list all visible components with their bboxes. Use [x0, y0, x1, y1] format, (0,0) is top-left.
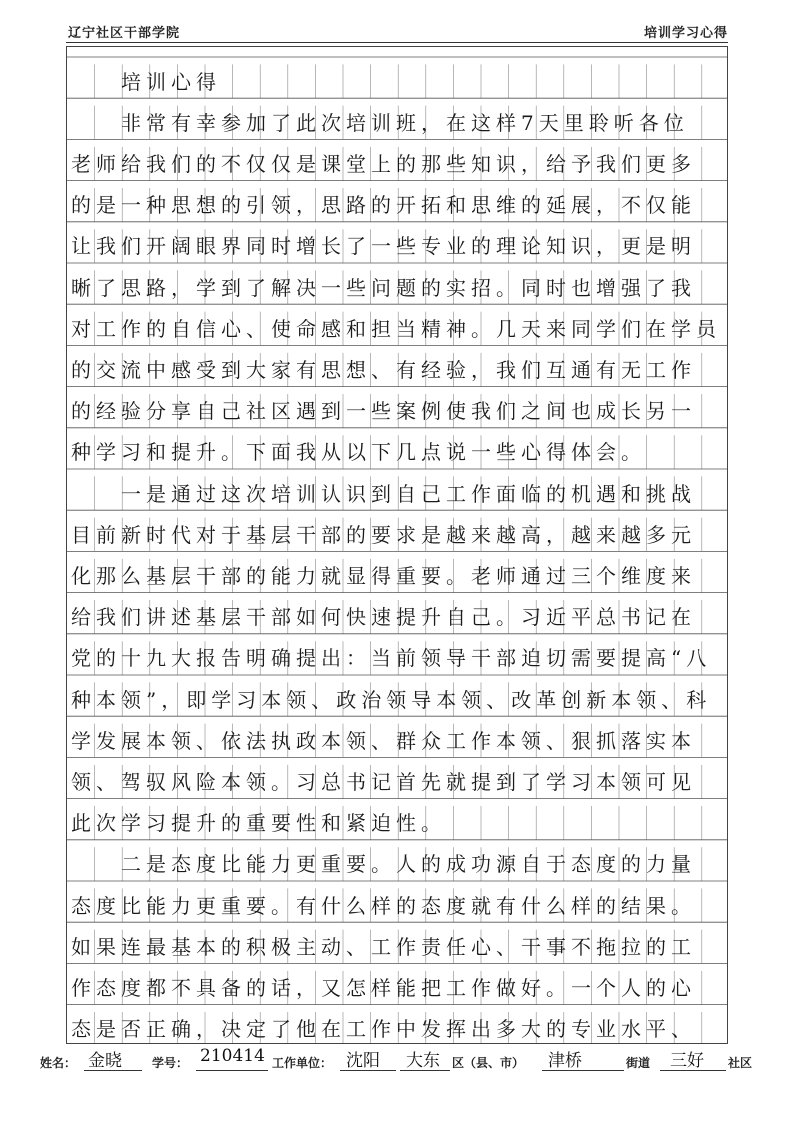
page-header: [68, 22, 728, 42]
text-line: 种学习和提升。下面我从以下几点说一些心得体会。: [71, 440, 646, 465]
text-line: 目前新时代对于基层干部的要求是越来越高，越来越多元: [71, 522, 696, 547]
text-line: 给我们讲述基层干部如何快速提升自己。习近平总书记在: [71, 605, 696, 630]
text-line: 让我们开阔眼界同时增长了一些专业的理论知识，更是明: [71, 234, 696, 259]
text-line: 晰了思路，学到了解决一些问题的实招。同时也增强了我: [71, 275, 696, 300]
text-line: 党的十九大报告明确提出：当前领导干部迫切需要提高“八: [71, 646, 712, 671]
text-line: 老师给我们的不仅仅是课堂上的那些知识，给予我们更多: [71, 151, 696, 176]
text-line: 态是否正确，决定了他在工作中发挥出多大的专业水平、: [71, 1017, 696, 1042]
work-unit-label: 工作单位：: [272, 1056, 333, 1070]
street-value: 津桥: [548, 1051, 582, 1071]
student-id-value: 210414: [200, 1046, 265, 1066]
manuscript-sheet: [66, 46, 728, 1044]
text-line: 的是一种思想的引领，思路的开拓和思维的延展，不仅能: [71, 193, 696, 218]
name-value: 金晓: [88, 1051, 122, 1071]
text-line: 对工作的自信心、使命感和担当精神。几天来同学们在学员: [71, 316, 721, 341]
text-line: 一是通过这次培训认识到自己工作面临的机遇和挑战: [71, 481, 696, 506]
street-label: 街道: [626, 1056, 651, 1070]
city-value: 沈阳: [346, 1051, 380, 1071]
text-line: 的经验分享自己社区遇到一些案例使我们之间也成长另一: [71, 399, 696, 424]
text-line: 种本领”，即学习本领、政治领导本领、改革创新本领、科: [71, 687, 712, 712]
text-line: 培训心得: [71, 69, 221, 94]
page-footer: [40, 1046, 760, 1076]
text-line: 二是态度比能力更重要。人的成功源自于态度的力量: [71, 852, 696, 877]
text-line: 领、驾驭风险本领。习总书记首先就提到了学习本领可见: [71, 769, 696, 794]
text-line: 作态度都不具备的话，又怎样能把工作做好。一个人的心: [71, 975, 696, 1000]
district-label: 区（县、市）: [452, 1056, 525, 1070]
text-line: 非常有幸参加了此次培训班，在这样7天里聆听各位: [71, 110, 689, 135]
text-line: 态度比能力更重要。有什么样的态度就有什么样的结果。: [71, 893, 696, 918]
community-value: 三好: [670, 1051, 704, 1071]
street-underline: [542, 1070, 624, 1071]
text-line: 学发展本领、依法执政本领、群众工作本领、狠抓落实本: [71, 728, 696, 753]
student-id-underline: [196, 1070, 268, 1071]
document-type: 培训学习心得: [643, 26, 728, 41]
text-line: 的交流中感受到大家有思想、有经验，我们互通有无工作: [71, 357, 696, 382]
institution-name: 辽宁社区干部学院: [68, 26, 181, 41]
student-id-label: 学号：: [152, 1056, 189, 1070]
community-label: 社区: [728, 1056, 753, 1070]
text-line: 此次学习提升的重要性和紧迫性。: [71, 811, 446, 836]
header-divider: [66, 42, 728, 43]
name-underline: [84, 1070, 142, 1071]
district-value: 大东: [406, 1051, 440, 1071]
community-underline: [660, 1070, 726, 1071]
text-line: 化那么基层干部的能力就显得重要。老师通过三个维度来: [71, 563, 696, 588]
text-line: 如果连最基本的积极主动、工作责任心、干事不拖拉的工: [71, 934, 696, 959]
district-underline: [400, 1070, 450, 1071]
name-label: 姓名：: [40, 1056, 77, 1070]
city-underline: [340, 1070, 396, 1071]
